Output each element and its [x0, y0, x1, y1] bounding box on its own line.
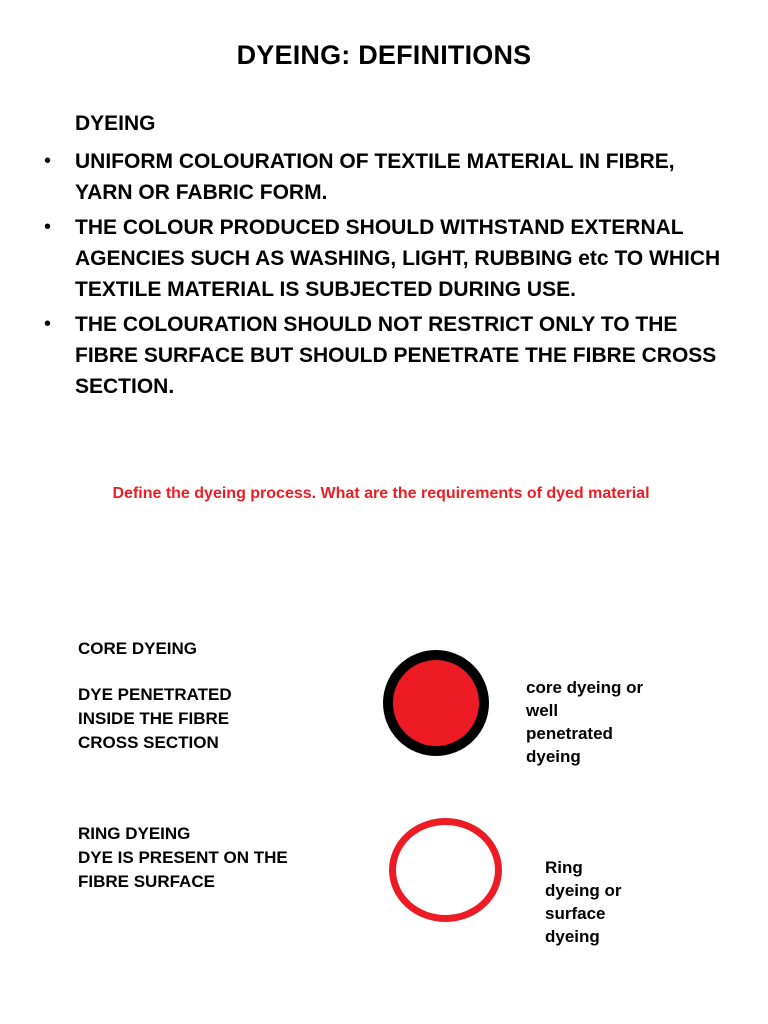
ring-dyeing-description — [78, 822, 288, 894]
text-line: FIBRE SURFACE — [78, 872, 215, 891]
core-dyeing-title: CORE DYEING — [78, 639, 198, 658]
text-line: dyeing or — [545, 881, 622, 900]
question-text: Define the dyeing process. What are the requirements of dyed material — [112, 485, 650, 502]
list-item-text: THE COLOUR PRODUCED SHOULD WITHSTAND EXTERNAL AGENCIES SUCH AS WASHING, LIGHT, RUBBING etc TO WHICH TEXTILE MATERIAL IS SUBJECTED DURING USE. — [75, 216, 721, 301]
text-line: DYE PENETRATED — [78, 685, 232, 704]
list-item-text: UNIFORM COLOURATION OF TEXTILE MATERIAL IN FIBRE, YARN OR FABRIC FORM. — [75, 150, 675, 204]
text-line: DYE IS PRESENT ON THE — [78, 848, 288, 867]
ring-dyed-fibre-icon — [389, 818, 502, 922]
list-item-text: THE COLOURATION SHOULD NOT RESTRICT ONLY TO THE FIBRE SURFACE BUT SHOULD PENETRATE THE FIBRE CROSS SECTION. — [75, 313, 717, 398]
section-heading: DYEING — [75, 112, 156, 135]
text-line: surface — [545, 904, 606, 923]
core-dyeing-heading — [78, 637, 197, 661]
page-title: DYEING: DEFINITIONS — [236, 40, 532, 70]
bullet-icon: • — [44, 150, 52, 172]
text-line: INSIDE THE FIBRE — [78, 709, 230, 728]
bullet-icon: • — [44, 313, 52, 335]
text-line: RING DYEING — [78, 824, 191, 843]
list-item — [44, 146, 734, 208]
bullet-icon: • — [44, 216, 52, 238]
text-line: Ring — [545, 858, 583, 877]
list-item — [44, 212, 734, 305]
ring-dyeing-caption — [545, 856, 622, 948]
core-dyeing-description — [78, 683, 232, 755]
text-line: dyeing — [545, 927, 600, 946]
text-line: well — [526, 701, 559, 720]
list-item — [44, 309, 734, 402]
text-line: dyeing — [526, 747, 581, 766]
core-dyeing-caption — [526, 676, 643, 768]
text-line: core dyeing or — [526, 678, 644, 697]
core-dyed-fibre-icon — [383, 650, 489, 756]
definition-list — [44, 146, 734, 406]
text-line: penetrated — [526, 724, 613, 743]
text-line: CROSS SECTION — [78, 733, 219, 752]
